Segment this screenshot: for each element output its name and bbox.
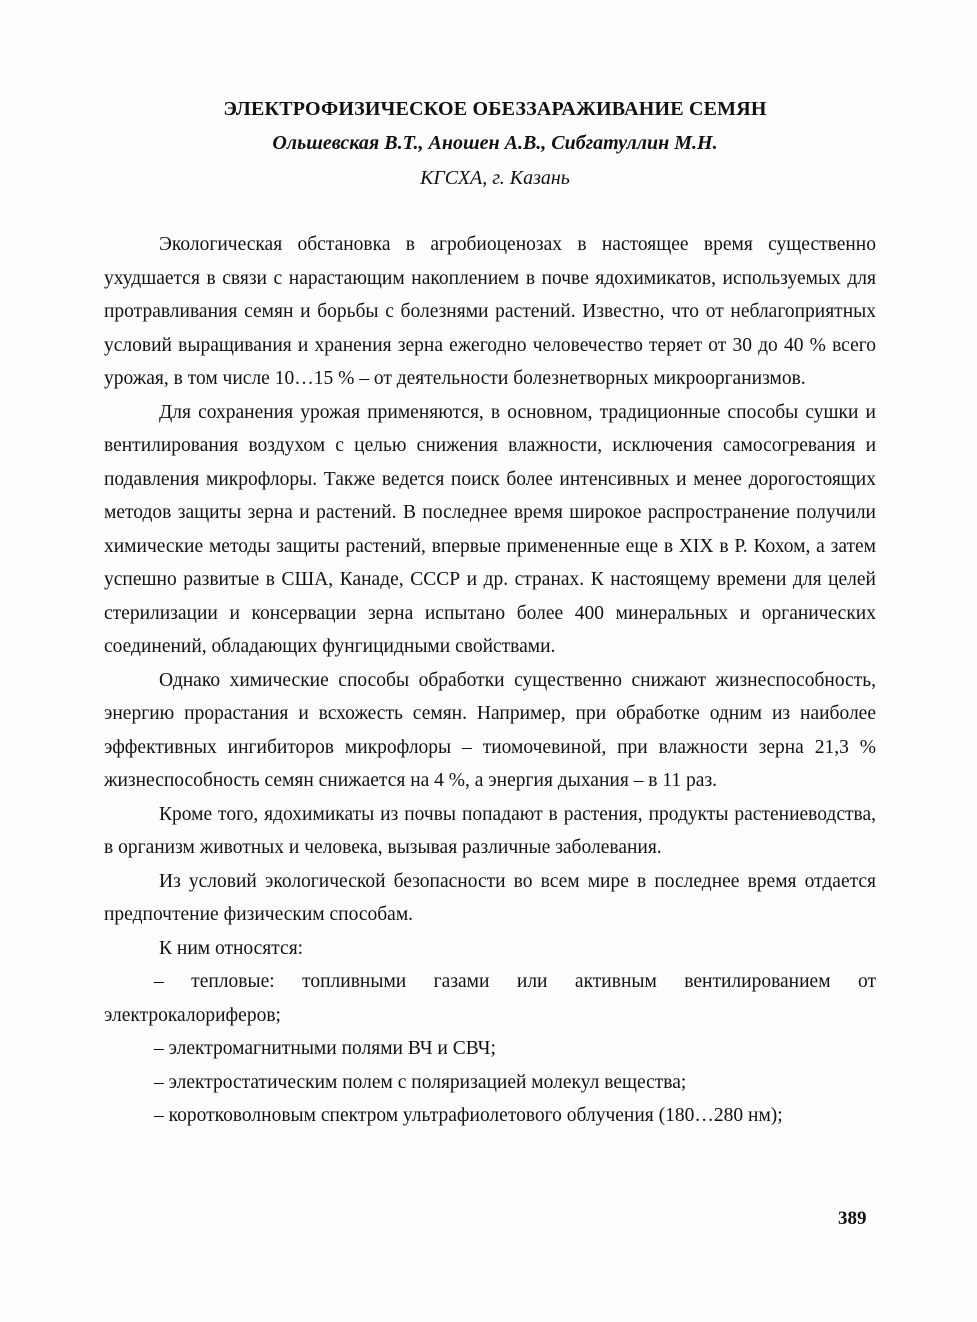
paper-authors: Ольшевская В.Т., Аношен А.В., Сибгатуллин М.Н. bbox=[272, 132, 718, 154]
paragraph-conservation: Для сохранения урожая применяются, в основном, традиционные способы сушки и вентилирования воздухом с целью снижения влажности, исключения самосогревания и подавления микрофлоры. Также ведется поиск более интенсивных и менее дорогостоящих методов защиты зерна и растений. В последнее время широкое распространение получили химические методы защиты растений, впервые примененные еще в XIX в Р. Кохом, а затем успешно развитые в США, Канаде, СССР и др. странах. К настоящему времени для целей стерилизации и консервации зерна испытано более 400 минеральных и органических соединений, обладающих фунгицидными свойствами. bbox=[104, 401, 876, 657]
paragraph-intro: Экологическая обстановка в агробиоценозах в настоящее время существенно ухудшается в связи с нарастающим накоплением в почве ядохимикатов, используемых для протравливания семян и борьбы с болезнями растений. Известно, что от неблагоприятных условий выращивания и хранения зерна ежегодно человечество теряет от 30 до 40 % всего урожая, в том числе 10…15 % – от деятельности болезнетворных микроорганизмов. bbox=[104, 234, 876, 389]
paragraph-list-intro: К ним относятся: bbox=[159, 937, 304, 959]
list-item-ultraviolet: – коротковолновым спектром ультрафиолетового облучения (180…280 нм); bbox=[154, 1105, 783, 1126]
list-item-electromagnetic: – электромагнитными полями ВЧ и СВЧ; bbox=[154, 1038, 496, 1059]
paper-affiliation: КГСХА, г. Казань bbox=[420, 167, 570, 189]
list-item-electrostatic: – электростатическим полем с поляризацией молекул вещества; bbox=[154, 1071, 687, 1093]
body-text bbox=[104, 228, 876, 1133]
page-number: 389 bbox=[838, 1208, 867, 1229]
list-item-thermal: – тепловые: топливными газами или активным вентилированием от электрокалориферов; bbox=[104, 971, 876, 1026]
paper-title: ЭЛЕКТРОФИЗИЧЕСКОЕ ОБЕЗЗАРАЖИВАНИЕ СЕМЯН bbox=[223, 98, 767, 120]
paragraph-ecology: Из условий экологической безопасности во всем мире в последнее время отдается предпочтение физическим способам. bbox=[104, 870, 876, 925]
paragraph-chemical-effects: Однако химические способы обработки существенно снижают жизнеспособность, энергию прорастания и всхожесть семян. Например, при обработке одним из наиболее эффективных ингибиторов микрофлоры – тиомочевиной, при влажности зерна 21,3 % жизнеспособность семян снижается на 4 %, а энергия дыхания – в 11 раз. bbox=[104, 669, 876, 791]
paragraph-toxins: Кроме того, ядохимикаты из почвы попадают в растения, продукты растениеводства, в организм животных и человека, вызывая различные заболевания. bbox=[104, 803, 876, 858]
